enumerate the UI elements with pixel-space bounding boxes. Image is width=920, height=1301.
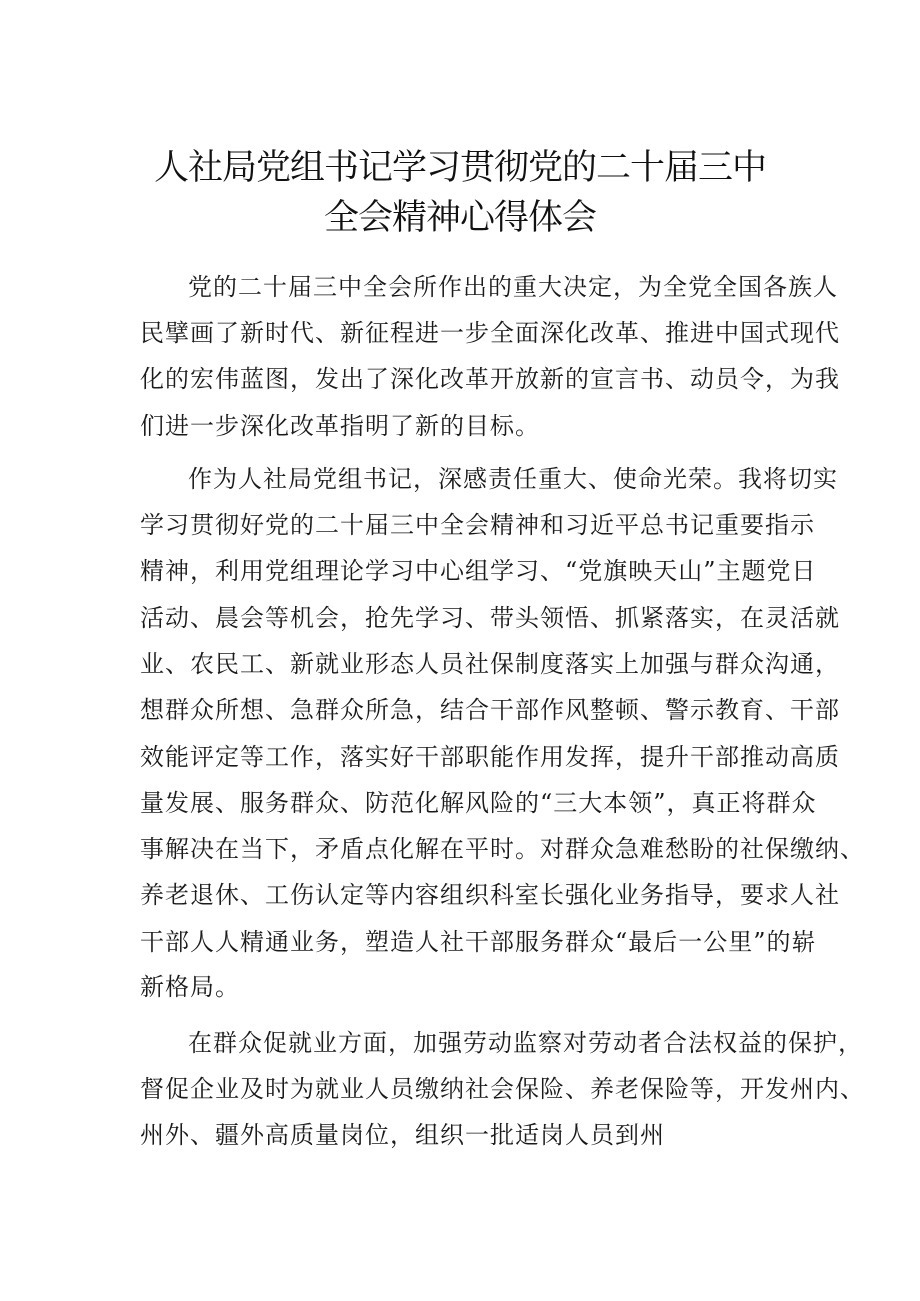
text-line: 量发展、服务群众、防范化解风险的“三大本领”，真正将群众 (140, 789, 817, 817)
text-line: 想群众所想、急群众所急，结合干部作风整顿、警示教育、干部 (140, 696, 840, 724)
text-line: 们进一步深化改革指明了新的目标。 (140, 412, 540, 440)
document-title-line-1: 人社局党组书记学习贯彻党的二十届三中 (153, 148, 766, 188)
text-line: 党的二十届三中全会所作出的重大决定，为全党全国各族人 (188, 273, 838, 301)
text-line: 作为人社局党组书记，深感责任重大、使命光荣。我将切实 (188, 465, 838, 493)
document-title-line-2: 全会精神心得体会 (323, 198, 596, 238)
text-line: 民擘画了新时代、新征程进一步全面深化改革、推进中国式现代 (140, 319, 840, 347)
text-line: 化的宏伟蓝图，发出了深化改革开放新的宣言书、动员令，为我 (140, 365, 840, 393)
text-line: 业、农民工、新就业形态人员社保制度落实上加强与群众沟通， (140, 650, 840, 678)
text-line: 事解决在当下，矛盾点化解在平时。对群众急难愁盼的社保缴纳、 (140, 835, 865, 863)
text-line: 活动、晨会等机会，抢先学习、带头领悟、抓紧落实，在灵活就 (140, 604, 840, 632)
text-line: 在群众促就业方面，加强劳动监察对劳动者合法权益的保护， (188, 1029, 863, 1057)
text-line: 干部人人精通业务，塑造人社干部服务群众“最后一公里”的崭 (140, 928, 817, 956)
text-line: 效能评定等工作，落实好干部职能作用发挥，提升干部推动高质 (140, 743, 840, 771)
text-line: 督促企业及时为就业人员缴纳社会保险、养老保险等，开发州内、 (140, 1075, 865, 1103)
text-line: 养老退休、工伤认定等内容组织科室长强化业务指导，要求人社 (140, 881, 840, 909)
text-line: 学习贯彻好党的二十届三中全会精神和习近平总书记重要指示 (140, 511, 815, 539)
text-line: 州外、疆外高质量岗位，组织一批适岗人员到州 (140, 1121, 665, 1149)
text-line: 新格局。 (140, 973, 240, 1001)
text-line: 精神，利用党组理论学习中心组学习、“党旗映天山”主题党日 (140, 557, 817, 585)
